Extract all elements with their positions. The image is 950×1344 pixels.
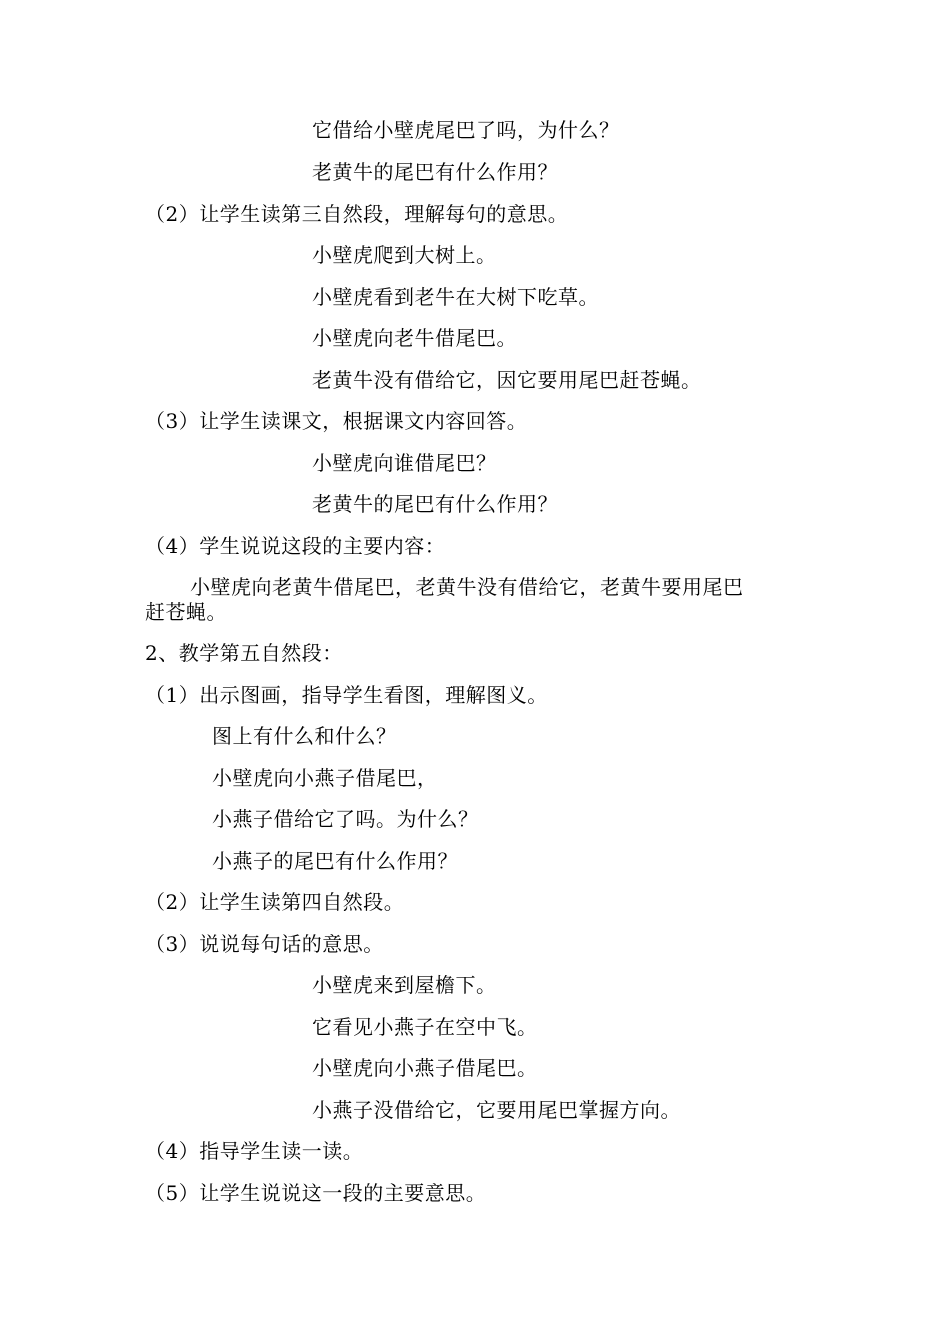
question-line: 老黄牛的尾巴有什么作用？ — [312, 492, 558, 516]
question-line: 它借给小壁虎尾巴了吗，为什么？ — [312, 118, 620, 142]
question-line: 小壁虎向谁借尾巴？ — [312, 451, 497, 475]
step-heading: （3）说说每句话的意思。 — [145, 932, 384, 956]
step-heading: （3）让学生读课文，根据课文内容回答。 — [145, 409, 528, 433]
sentence-line: 小壁虎向小燕子借尾巴。 — [312, 1056, 538, 1080]
sentence-line: 老黄牛没有借给它，因它要用尾巴赶苍蝇。 — [312, 368, 702, 392]
question-line: 老黄牛的尾巴有什么作用？ — [312, 160, 558, 184]
sentence-line: 小壁虎看到老牛在大树下吃草。 — [312, 285, 599, 309]
step-heading: （2）让学生读第四自然段。 — [145, 890, 405, 914]
sentence-line: 小壁虎向老牛借尾巴。 — [312, 326, 517, 350]
step-heading: （1）出示图画，指导学生看图，理解图义。 — [145, 683, 548, 707]
question-line: 小燕子借给它了吗。为什么？ — [212, 807, 479, 831]
step-heading: （5）让学生说说这一段的主要意思。 — [145, 1181, 487, 1205]
summary-line: 赶苍蝇。 — [145, 600, 227, 624]
step-heading: （2）让学生读第三自然段，理解每句的意思。 — [145, 202, 569, 226]
question-line: 小燕子的尾巴有什么作用？ — [212, 849, 458, 873]
section-heading: 2、教学第五自然段： — [145, 641, 343, 665]
step-heading: （4）指导学生读一读。 — [145, 1139, 364, 1163]
sentence-line: 小壁虎爬到大树上。 — [312, 243, 497, 267]
question-line: 图上有什么和什么？ — [212, 724, 397, 748]
sentence-line: 小壁虎来到屋檐下。 — [312, 973, 497, 997]
sentence-line: 它看见小燕子在空中飞。 — [312, 1015, 538, 1039]
step-heading: （4）学生说说这段的主要内容： — [145, 534, 446, 558]
summary-line: 小壁虎向老黄牛借尾巴，老黄牛没有借给它，老黄牛要用尾巴 — [190, 575, 744, 599]
sentence-line: 小燕子没借给它，它要用尾巴掌握方向。 — [312, 1098, 681, 1122]
question-line: 小壁虎向小燕子借尾巴， — [212, 766, 438, 790]
